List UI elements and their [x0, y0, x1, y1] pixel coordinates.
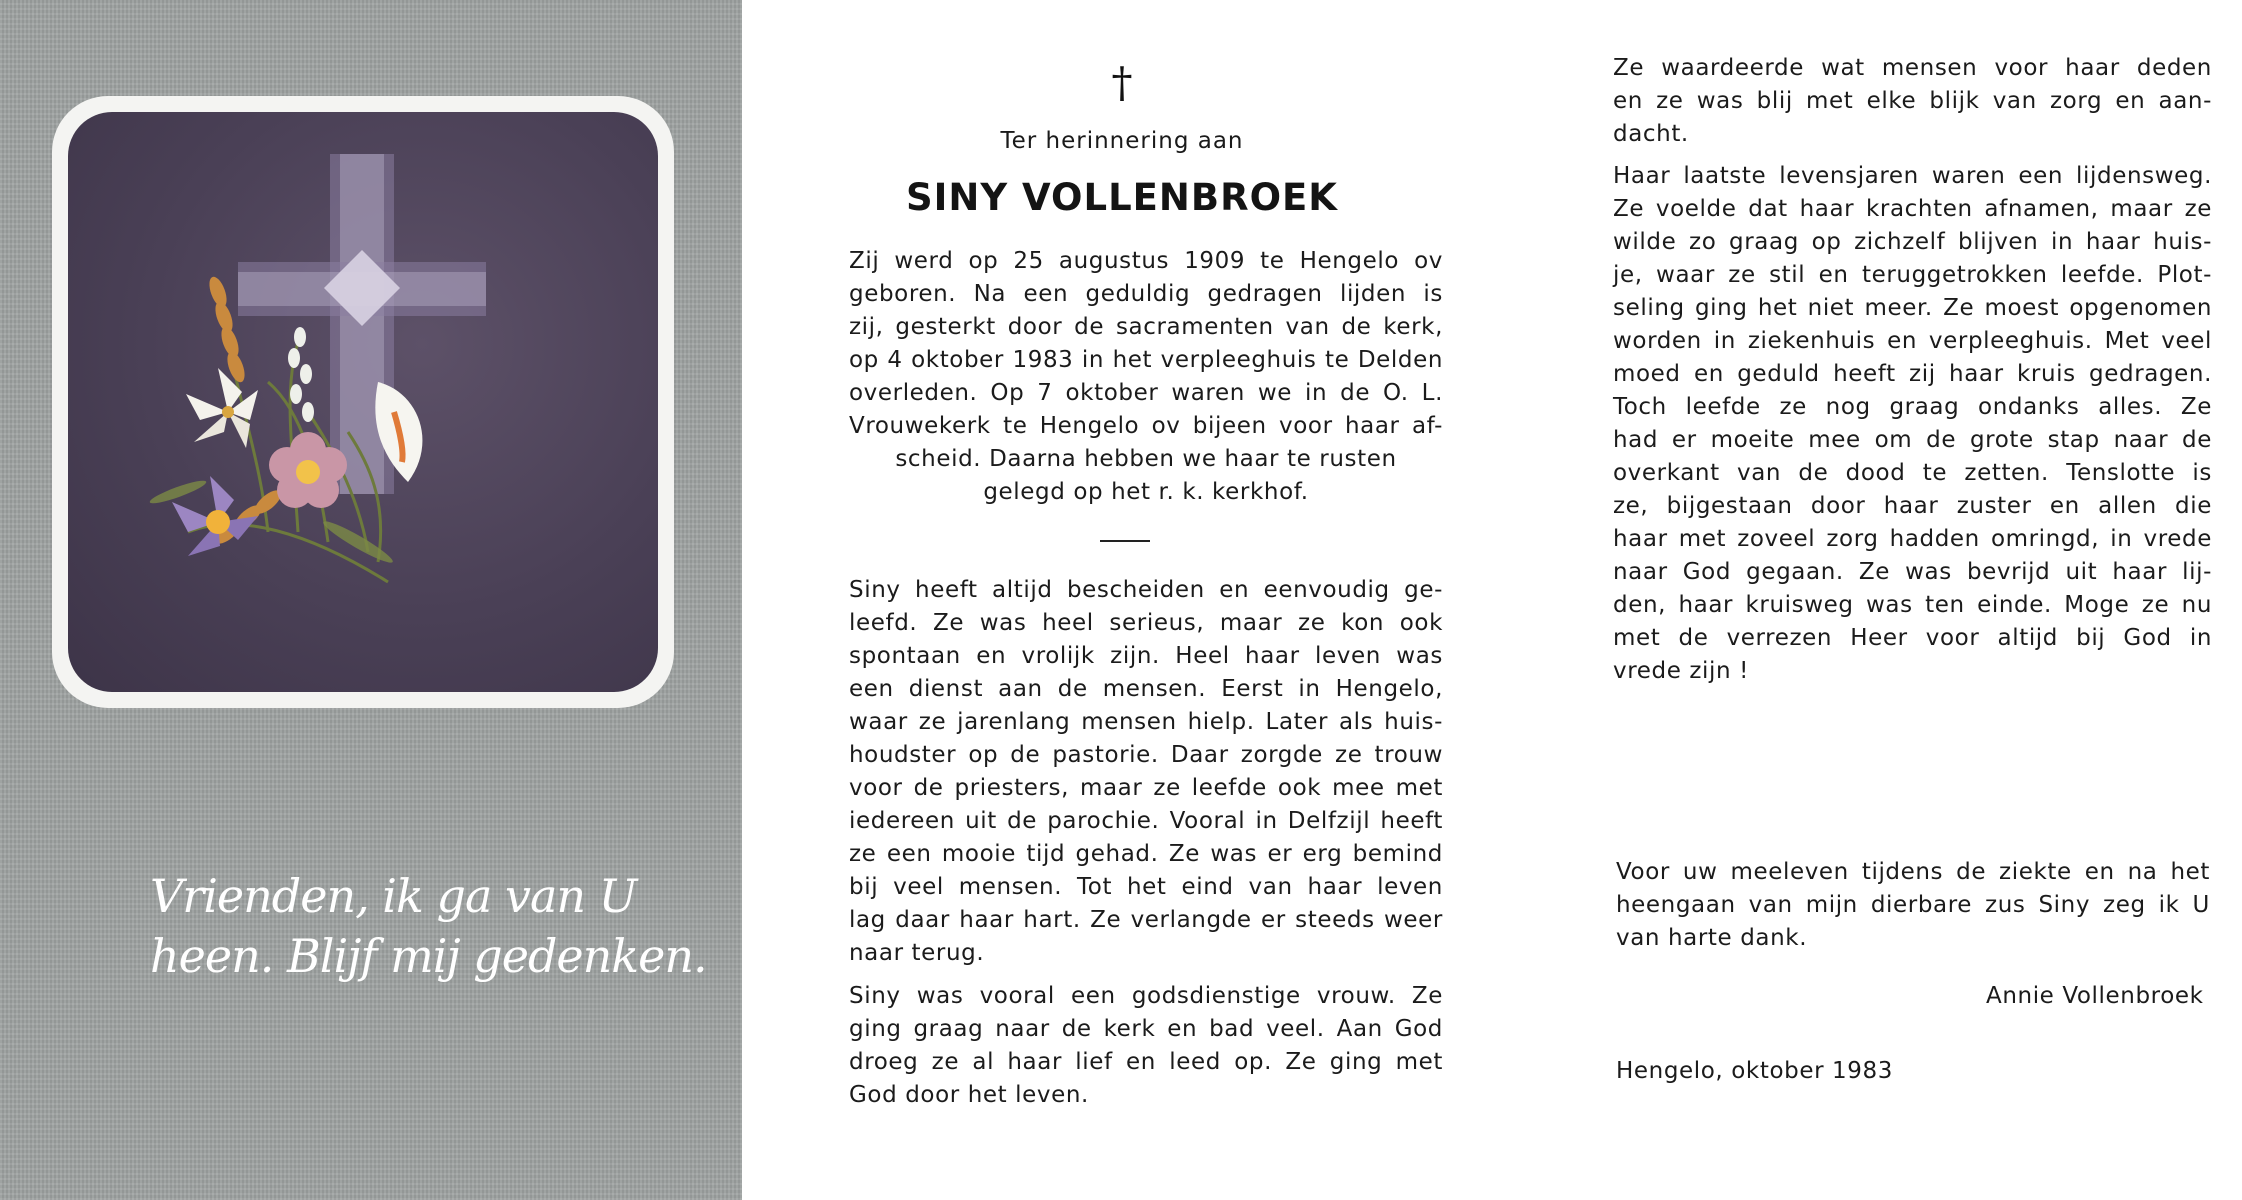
text-line: had er moeite mee om de grote stap naar de: [1613, 427, 2212, 453]
text-line: Siny was vooral een godsdienstige vrouw. Ze: [849, 983, 1443, 1009]
text-line: voor de priesters, maar ze leefde ook mee met: [849, 775, 1443, 801]
text-line: ze een mooie tijd gehad. Ze was er erg bemind: [849, 841, 1443, 867]
text-line: Voor uw meeleven tijdens de ziekte en na het: [1616, 859, 2210, 885]
text-line: zij, gesterkt door de sacramenten van de kerk,: [849, 314, 1443, 340]
text-line: Ze waardeerde wat mensen voor haar deden: [1613, 55, 2212, 81]
text-line: houdster op de pastorie. Daar zorgde ze trouw: [849, 742, 1443, 768]
middle-panel: [742, 0, 1502, 1200]
text-line: droeg ze al haar lief en leed op. Ze ging met: [849, 1049, 1443, 1075]
text-line: heengaan van mijn dierbare zus Siny zeg ik U: [1616, 892, 2210, 918]
text-line: ging graag naar de kerk en bad veel. Aan God: [849, 1016, 1443, 1042]
place-date: Hengelo, oktober 1983: [1616, 1058, 1893, 1084]
text-line: wilde zo graag op zichzelf blijven in haar huis-: [1613, 229, 2212, 255]
cross-icon: †: [1111, 58, 1133, 107]
text-line: lag daar haar hart. Ze verlangde er steeds weer: [849, 907, 1443, 933]
illness-paragraph: [1613, 160, 2212, 688]
text-line: Haar laatste levensjaren waren een lijdensweg.: [1613, 163, 2212, 189]
deceased-name: SINY VOLLENBROEK: [906, 176, 1338, 219]
cover-panel: [0, 0, 742, 1200]
text-line: op 4 oktober 1983 in het verpleeghuis te Delden: [849, 347, 1443, 373]
text-line: spontaan en vrolijk zijn. Heel haar leven was: [849, 643, 1443, 669]
text-line: Zij werd op 25 augustus 1909 te Hengelo ov: [849, 248, 1443, 274]
text-line: dacht.: [1613, 121, 1689, 147]
text-line: met de verrezen Heer voor altijd bij God in: [1613, 625, 2212, 651]
thanks-paragraph: [1616, 856, 2210, 955]
text-line: gelegd op het r. k. kerkhof.: [983, 479, 1309, 505]
right-panel: [1502, 0, 2242, 1200]
verse-line: heen. Blijf mij gedenken.: [150, 929, 707, 983]
text-line: vrede zijn !: [1613, 658, 1749, 684]
text-line: Vrouwekerk te Hengelo ov bijeen voor haar af-: [849, 413, 1443, 439]
text-line: iedereen uit de parochie. Vooral in Delfzijl heeft: [849, 808, 1443, 834]
cover-verse: [150, 866, 707, 986]
white-lily: [186, 368, 258, 448]
divider: [1100, 540, 1150, 542]
text-line: den, haar kruisweg was ten einde. Moge ze nu: [1613, 592, 2212, 618]
text-line: scheid. Daarna hebben we haar te rusten: [895, 446, 1397, 472]
text-line: overkant van de dood te zetten. Tenslotte is: [1613, 460, 2212, 486]
text-line: naar terug.: [849, 940, 985, 966]
text-line: je, waar ze stil en teruggetrokken leefde. Plot-: [1613, 262, 2212, 288]
bio-paragraph-end: [849, 443, 1443, 509]
text-line: Siny heeft altijd bescheiden en eenvoudig ge-: [849, 577, 1443, 603]
faith-paragraph: [849, 980, 1443, 1112]
cross-flowers-picture: [68, 112, 658, 692]
cross-illustration: [68, 112, 658, 692]
text-line: geboren. Na een geduldig gedragen lijden is: [849, 281, 1443, 307]
gratitude-paragraph: [1613, 52, 2212, 151]
text-line: van harte dank.: [1616, 925, 1808, 951]
text-line: moed en geduld heeft zij haar kruis gedragen.: [1613, 361, 2212, 387]
text-line: worden in ziekenhuis en verpleeghuis. Met veel: [1613, 328, 2212, 354]
text-line: overleden. Op 7 oktober waren we in de O. L.: [849, 380, 1443, 406]
text-line: leefd. Ze was heel serieus, maar ze kon ook: [849, 610, 1443, 636]
life-paragraph: [849, 574, 1443, 970]
text-line: bij veel mensen. Tot het eind van haar leven: [849, 874, 1443, 900]
text-line: ze, bijgestaan door haar zuster en allen die: [1613, 493, 2212, 519]
text-line: waar ze jarenlang mensen hielp. Later als huis-: [849, 709, 1443, 735]
signature: Annie Vollenbroek: [1986, 983, 2204, 1009]
verse-line: Vrienden, ik ga van U: [150, 869, 637, 923]
text-line: haar met zoveel zorg hadden omringd, in vrede: [1613, 526, 2212, 552]
text-line: Toch leefde ze nog graag ondanks alles. Ze: [1613, 394, 2212, 420]
text-line: naar God gegaan. Ze was bevrijd uit haar lij-: [1613, 559, 2212, 585]
memory-heading: Ter herinnering aan: [1000, 128, 1244, 154]
text-line: een dienst aan de mensen. Eerst in Hengelo,: [849, 676, 1443, 702]
text-line: seling ging het niet meer. Ze moest opgenomen: [1613, 295, 2212, 321]
text-line: en ze was blij met elke blijk van zorg en aan-: [1613, 88, 2212, 114]
text-line: Ze voelde dat haar krachten afnamen, maar ze: [1613, 196, 2212, 222]
text-line: God door het leven.: [849, 1082, 1089, 1108]
bio-paragraph: [849, 245, 1443, 443]
